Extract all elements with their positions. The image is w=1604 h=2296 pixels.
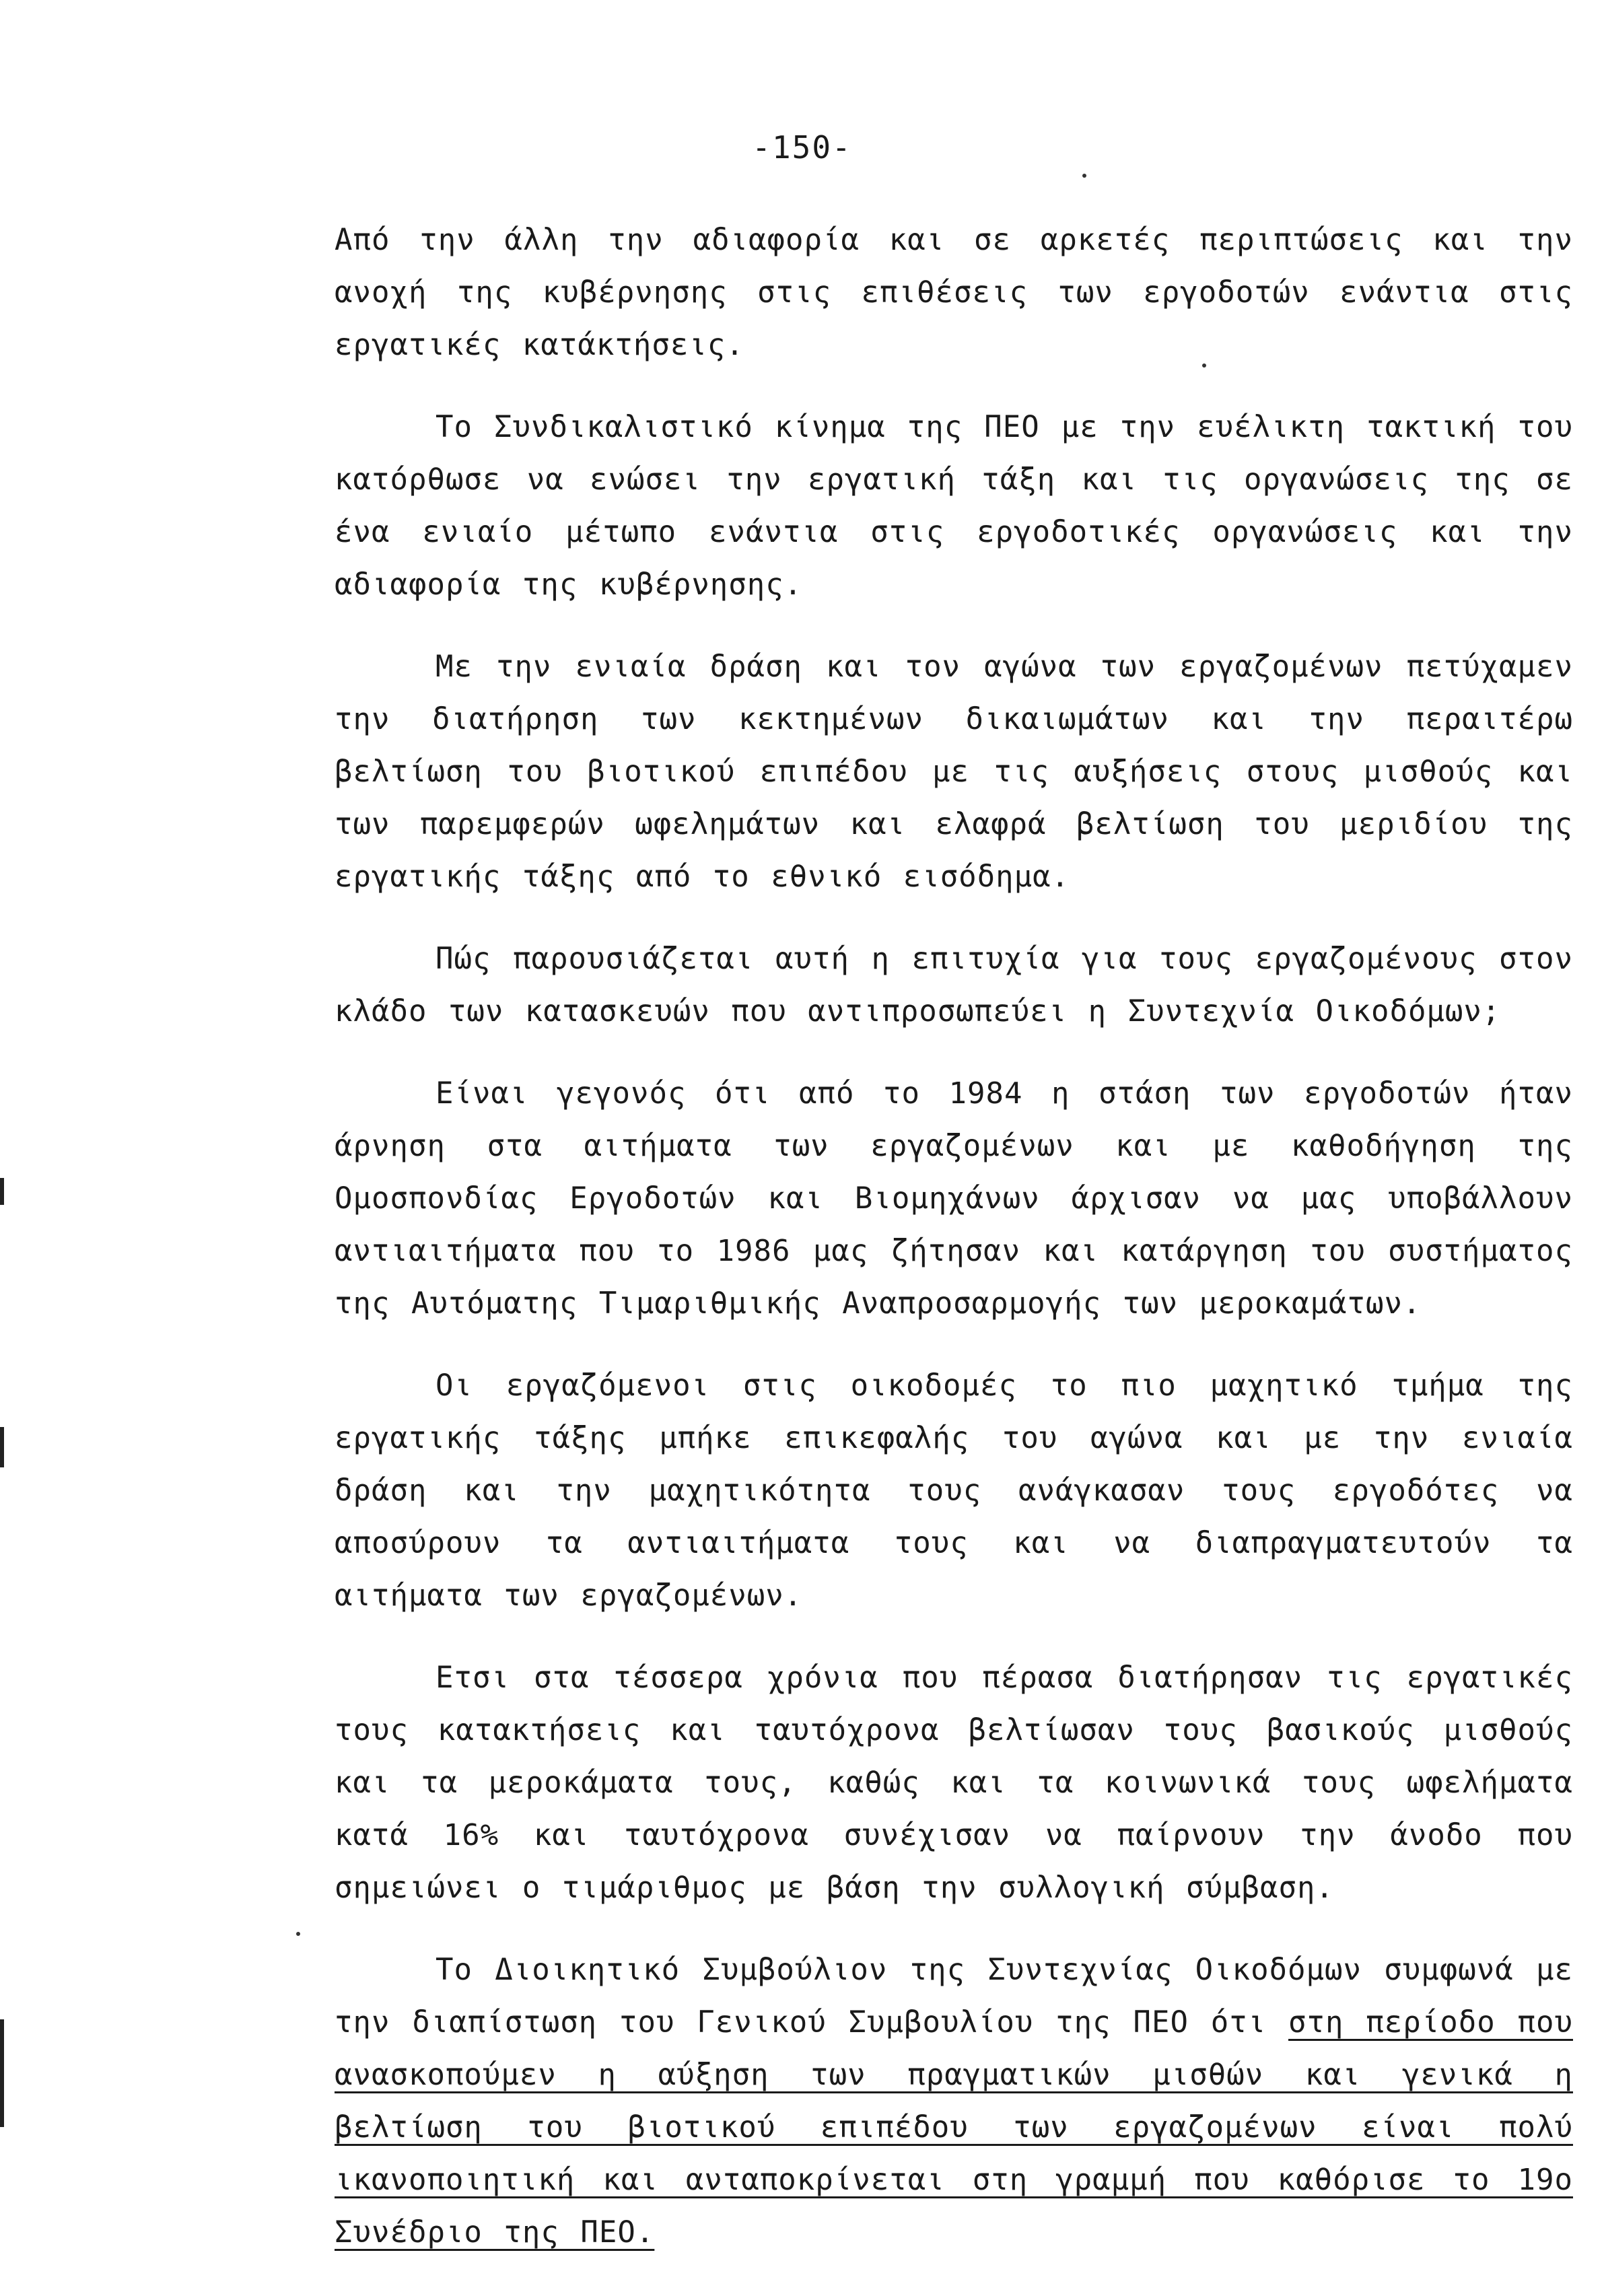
scan-dot — [296, 1932, 300, 1936]
document-body — [335, 214, 1573, 2289]
paragraph-5: Είναι γεγονός ότι από το 1984 η στάση των εργοδοτών ήταν άρνηση στα αιτήματα των εργαζομένων και με καθοδήγηση της Ομοσπονδίας Εργοδοτών και Βιομηχάνων άρχισαν να μας υποβάλλουν αντιαιτήματα που το 1986 μας ζήτησαν και κατάργηση του συστήματος της Αυτόματης Τιμαριθμικής Αναπροσαρμογής των μεροκαμάτων. — [335, 1076, 1573, 1321]
paragraph-7: Ετσι στα τέσσερα χρόνια που πέρασα διατήρησαν τις εργατικές τους κατακτήσεις και ταυτόχρονα βελτίωσαν τους βασικούς μισθούς και τα μεροκάματα τους, καθώς και τα κοινωνικά τους ωφελήματα κατά 16% και ταυτόχρονα συνέχισαν να παίρνουν την άνοδο που σημειώνει ο τιμάριθμος με βάση την συλλογική σύμβαση. — [335, 1661, 1573, 1905]
paragraph-6: Οι εργαζόμενοι στις οικοδομές το πιο μαχητικό τμήμα της εργατικής τάξης μπήκε επικεφαλής του αγώνα και με την ενιαία δράση και την μαχητικότητα τους ανάγκασαν τους εργοδότες να αποσύρουν τα αντιαιτήματα τους και να διαπραγματευτούν τα αιτήματα των εργαζομένων. — [335, 1368, 1573, 1613]
scan-margin-mark — [0, 1427, 4, 1467]
paragraph-4: Πώς παρουσιάζεται αυτή η επιτυχία για τους εργαζομένους στον κλάδο των κατασκευών που αντιπροσωπεύει η Συντεχνία Οικοδόμων; — [335, 942, 1573, 1029]
paragraph-8-underlined: στη περίοδο που ανασκοπούμεν η αύξηση των πραγματικών μισθών και γενικά η βελτίωση του βιοτικού επιπέδου των εργαζομένων είναι πολύ ικανοποιητική και ανταποκρίνεται στη γραμμή που καθόρισε το 19ο Συνέδριο της ΠΕΟ. — [335, 2005, 1573, 2250]
paragraph-2: Το Συνδικαλιστικό κίνημα της ΠΕΟ με την ευέλικτη τακτική του κατόρθωσε να ενώσει την εργατική τάξη και τις οργανώσεις της σε ένα ενιαίο μέτωπο ενάντια στις εργοδοτικές οργανώσεις και την αδιαφορία της κυβέρνησης. — [335, 410, 1573, 602]
paragraph-1: Από την άλλη την αδιαφορία και σε αρκετές περιπτώσεις και την ανοχή της κυβέρνησης στις επιθέσεις των εργοδοτών ενάντια στις εργατικές κατάκτήσεις. — [335, 223, 1573, 362]
scan-margin-mark — [0, 1178, 4, 1205]
paragraph-8-plain: Το Διοικητικό Συμβούλιον της Συντεχνίας Οικοδόμων συμφωνά με την διαπίστωση του Γενικού Συμβουλίου της ΠΕΟ ότι — [335, 1953, 1573, 2040]
scan-margin-mark — [0, 2019, 4, 2127]
scan-dot — [1082, 174, 1086, 178]
paragraph-8 — [335, 1944, 1573, 2259]
page-number: -150- — [752, 129, 852, 166]
paragraph-3: Με την ενιαία δράση και τον αγώνα των εργαζομένων πετύχαμεν την διατήρηση των κεκτημένων δικαιωμάτων και την περαιτέρω βελτίωση του βιοτικού επιπέδου με τις αυξήσεις στους μισθούς και των παρεμφερών ωφελημάτων και ελαφρά βελτίωση του μεριδίου της εργατικής τάξης από το εθνικό εισόδημα. — [335, 650, 1573, 894]
